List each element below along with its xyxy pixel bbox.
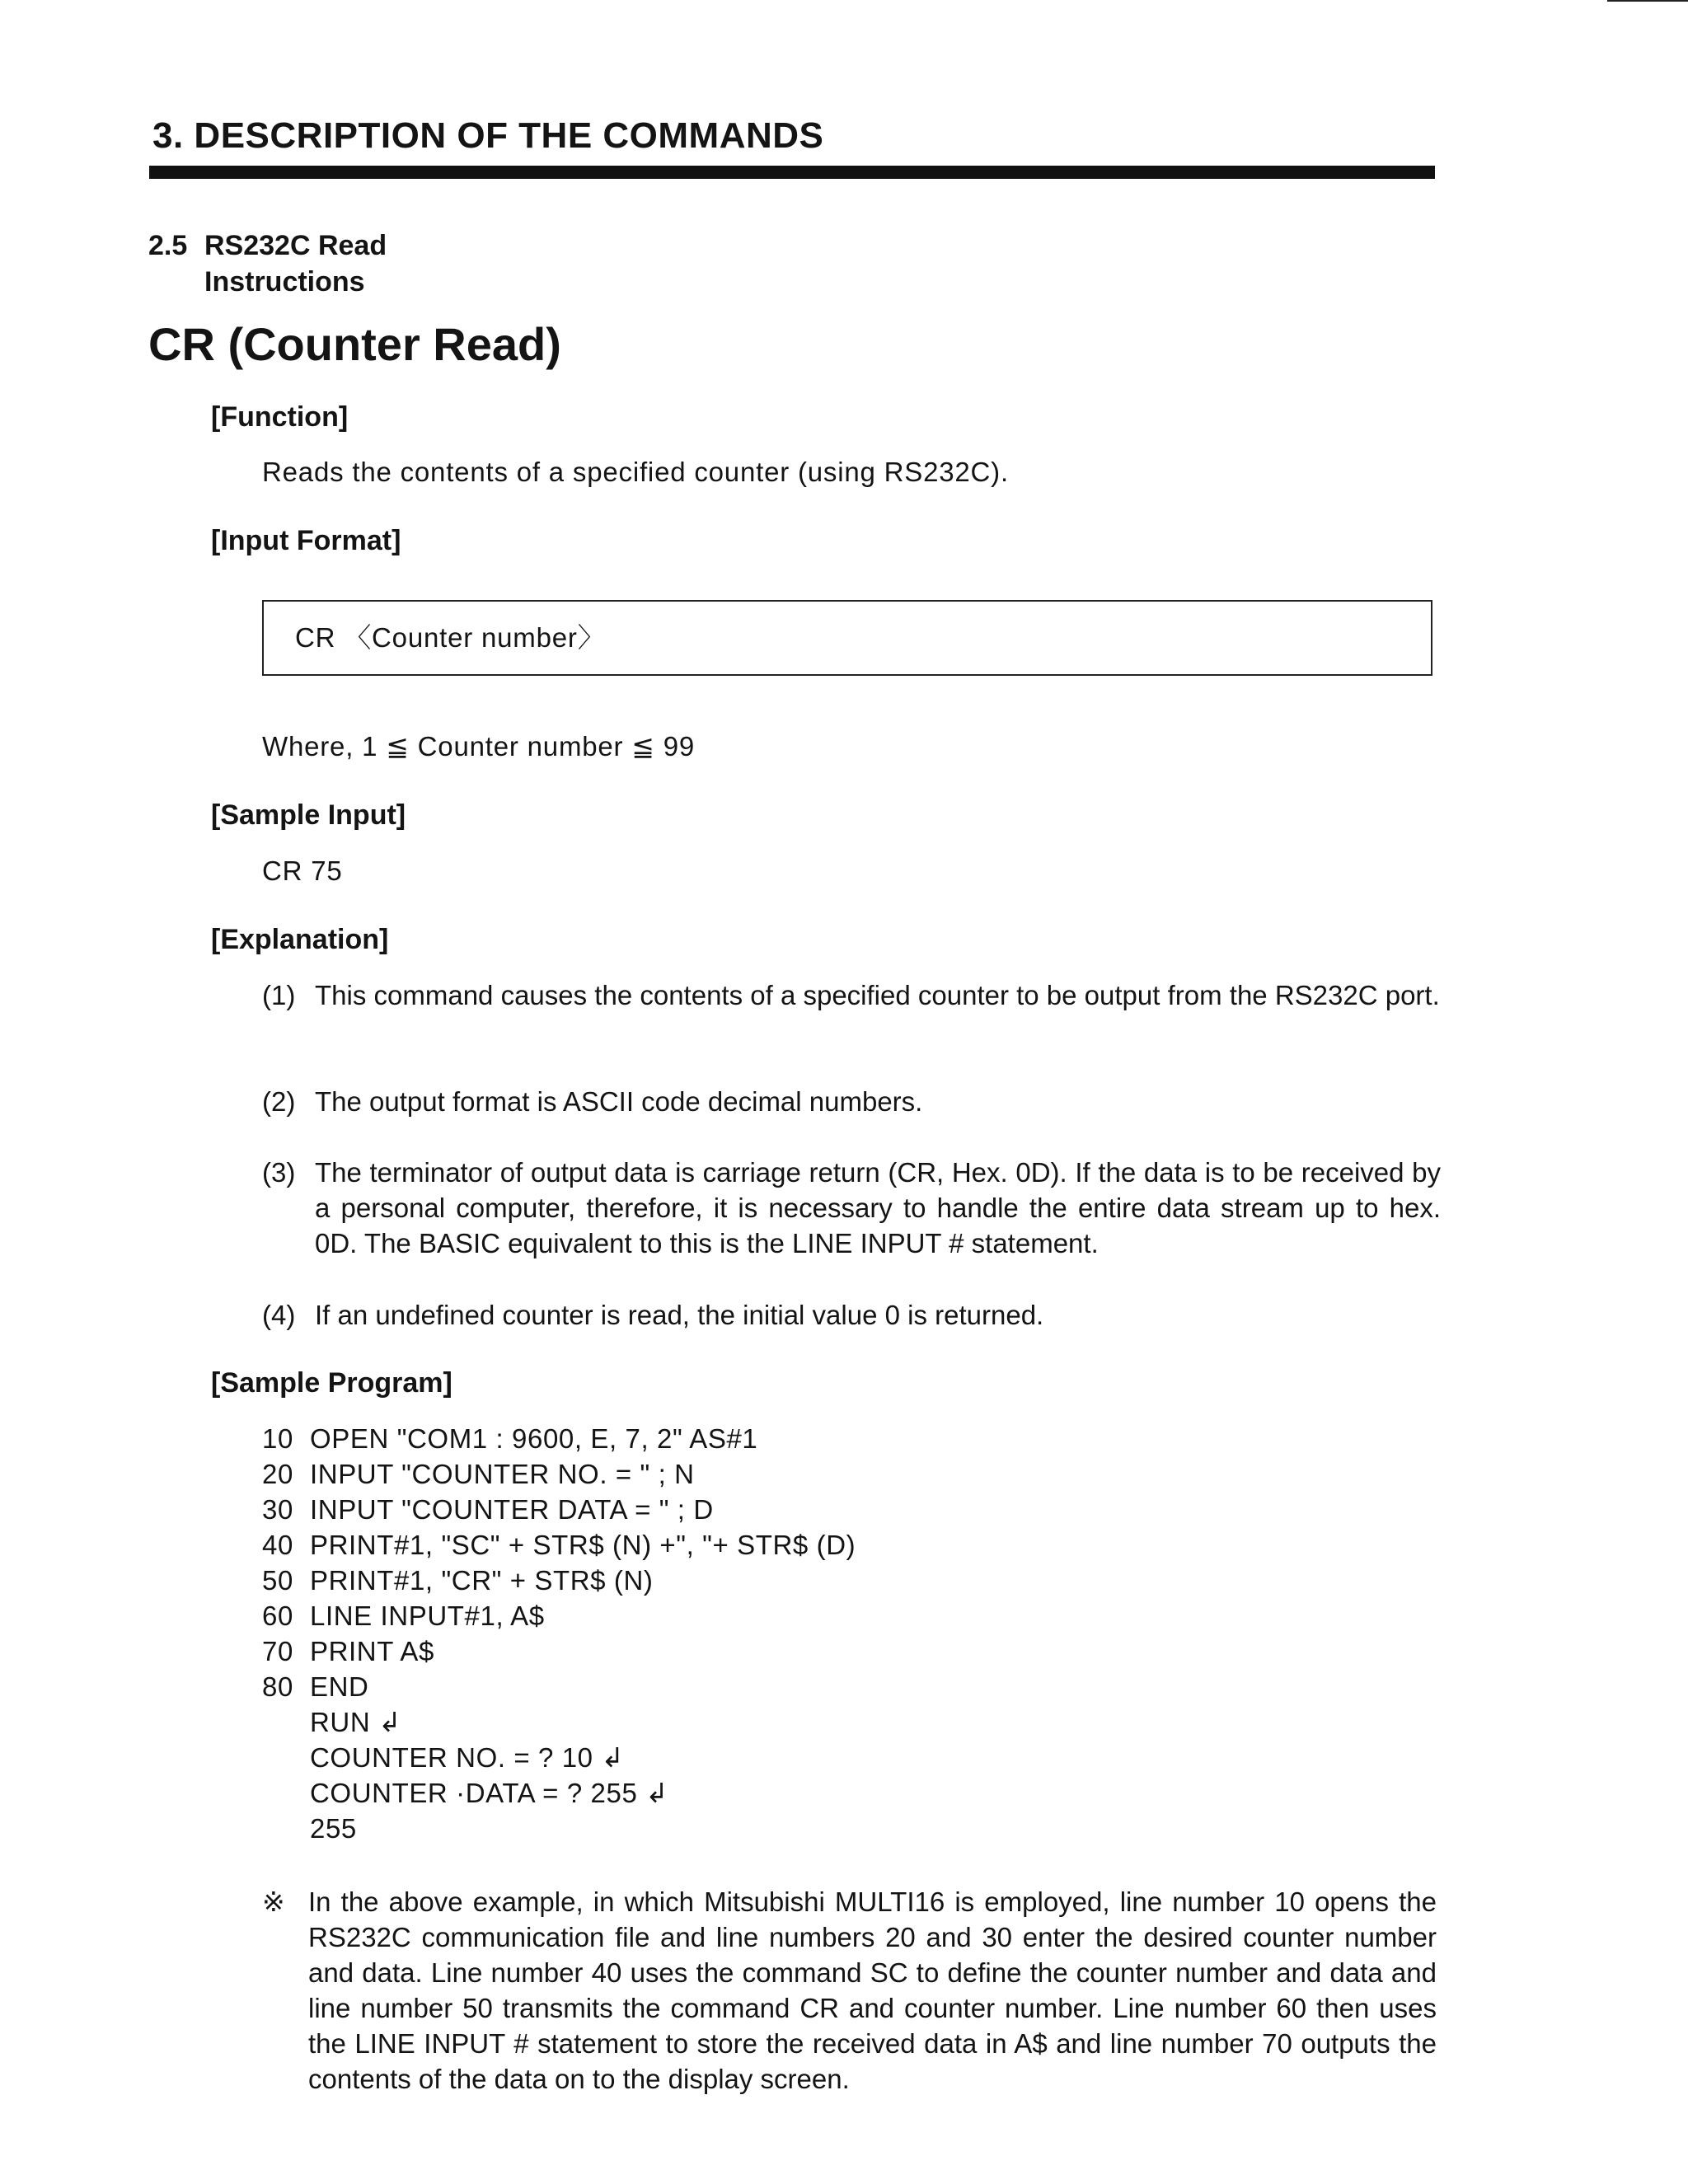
explanation-item <box>262 1155 1441 1261</box>
sample-input-heading: [Sample Input] <box>211 799 406 831</box>
code-line-text: END <box>310 1671 369 1702</box>
output-line <box>262 1704 856 1740</box>
subsection-title-line1: RS232C Read <box>204 230 387 261</box>
code-line-text: OPEN "COM1 : 9600, E, 7, 2" AS#1 <box>310 1423 758 1454</box>
code-line-text: INPUT "COUNTER NO. = " ; N <box>310 1459 695 1489</box>
explanation-item <box>262 1297 1441 1333</box>
code-line-number: 50 <box>262 1565 293 1596</box>
explanation-item-number: (1) <box>262 980 296 1010</box>
explanation-item-number: (3) <box>262 1157 296 1188</box>
note-text: In the above example, in which Mitsubishi MULTI16 is employed, line number 10 opens the RS232C communication file and line numbers 20 and 30 enter the desired counter number and data. Line number 40 uses the command SC to define the counter number and data and line number 50 transmits the command CR and counter number. Line number 60 then uses the LINE INPUT # statement to store the received data in A$ and line number 70 outputs the contents of the data on to the display screen. <box>308 1886 1437 2094</box>
code-line-number: 80 <box>262 1671 293 1702</box>
code-line <box>262 1527 856 1563</box>
subsection-title-line2: Instructions <box>204 266 365 298</box>
code-line <box>262 1456 856 1492</box>
sample-input-text: CR 75 <box>262 855 343 886</box>
input-format-heading: [Input Format] <box>211 525 401 556</box>
section-title: 3. DESCRIPTION OF THE COMMANDS <box>152 115 824 156</box>
output-line <box>262 1740 856 1775</box>
code-line <box>262 1669 856 1704</box>
code-line-number: 70 <box>262 1636 293 1666</box>
input-format-where: Where, 1 ≦ Counter number ≦ 99 <box>262 731 696 762</box>
code-line <box>262 1563 856 1598</box>
input-format-box <box>262 600 1432 676</box>
code-line <box>262 1633 856 1669</box>
function-heading: [Function] <box>211 401 349 433</box>
code-line-text: INPUT "COUNTER DATA = " ; D <box>310 1494 714 1525</box>
sample-program-listing <box>262 1421 856 1846</box>
section-title-bar <box>149 166 1435 179</box>
explanation-item-text: The output format is ASCII code decimal numbers. <box>315 1086 923 1117</box>
code-line-text: PRINT#1, "CR" + STR$ (N) <box>310 1565 654 1596</box>
explanation-item <box>262 1084 1441 1119</box>
output-line-text: RUN ↲ <box>310 1707 402 1737</box>
output-line-text: COUNTER ·DATA = ? 255 ↲ <box>310 1778 669 1808</box>
explanation-item-number: (2) <box>262 1086 296 1117</box>
output-line <box>262 1775 856 1811</box>
code-line-number: 40 <box>262 1530 293 1560</box>
explanation-heading: [Explanation] <box>211 924 389 955</box>
code-line-number: 20 <box>262 1459 293 1489</box>
code-line <box>262 1421 856 1456</box>
explanation-item-text: If an undefined counter is read, the initial value 0 is returned. <box>315 1300 1044 1330</box>
sample-program-heading: [Sample Program] <box>211 1367 452 1399</box>
output-line-text: 255 <box>310 1813 357 1844</box>
subsection-heading <box>148 227 387 300</box>
command-title: CR (Counter Read) <box>148 318 561 370</box>
code-line-text: PRINT#1, "SC" + STR$ (N) +", "+ STR$ (D) <box>310 1530 856 1560</box>
explanation-item-text: The terminator of output data is carriage return (CR, Hex. 0D). If the data is to be received by a personal computer, therefore, it is necessary to handle the entire data stream up to hex. 0D. The BASIC equivalent to this is the LINE INPUT # statement. <box>315 1157 1441 1258</box>
code-line <box>262 1492 856 1527</box>
code-line-number: 10 <box>262 1423 293 1454</box>
output-line <box>262 1811 856 1846</box>
code-line <box>262 1598 856 1633</box>
code-line-text: LINE INPUT#1, A$ <box>310 1601 545 1631</box>
note-paragraph <box>262 1884 1437 2097</box>
code-line-number: 30 <box>262 1494 293 1525</box>
output-line-text: COUNTER NO. = ? 10 ↲ <box>310 1742 625 1773</box>
corner-rule <box>1607 0 1688 2</box>
explanation-item-number: (4) <box>262 1300 296 1330</box>
subsection-number: 2.5 <box>148 230 188 261</box>
explanation-item <box>262 977 1441 1013</box>
code-line-text: PRINT A$ <box>310 1636 434 1666</box>
explanation-item-text: This command causes the contents of a specified counter to be output from the RS232C port. <box>315 980 1440 1010</box>
note-mark-icon: ※ <box>262 1886 285 1917</box>
function-text: Reads the contents of a specified counter (using RS232C). <box>262 457 1009 487</box>
code-line-number: 60 <box>262 1601 293 1631</box>
input-format-syntax: CR 〈Counter number〉 <box>295 622 606 653</box>
